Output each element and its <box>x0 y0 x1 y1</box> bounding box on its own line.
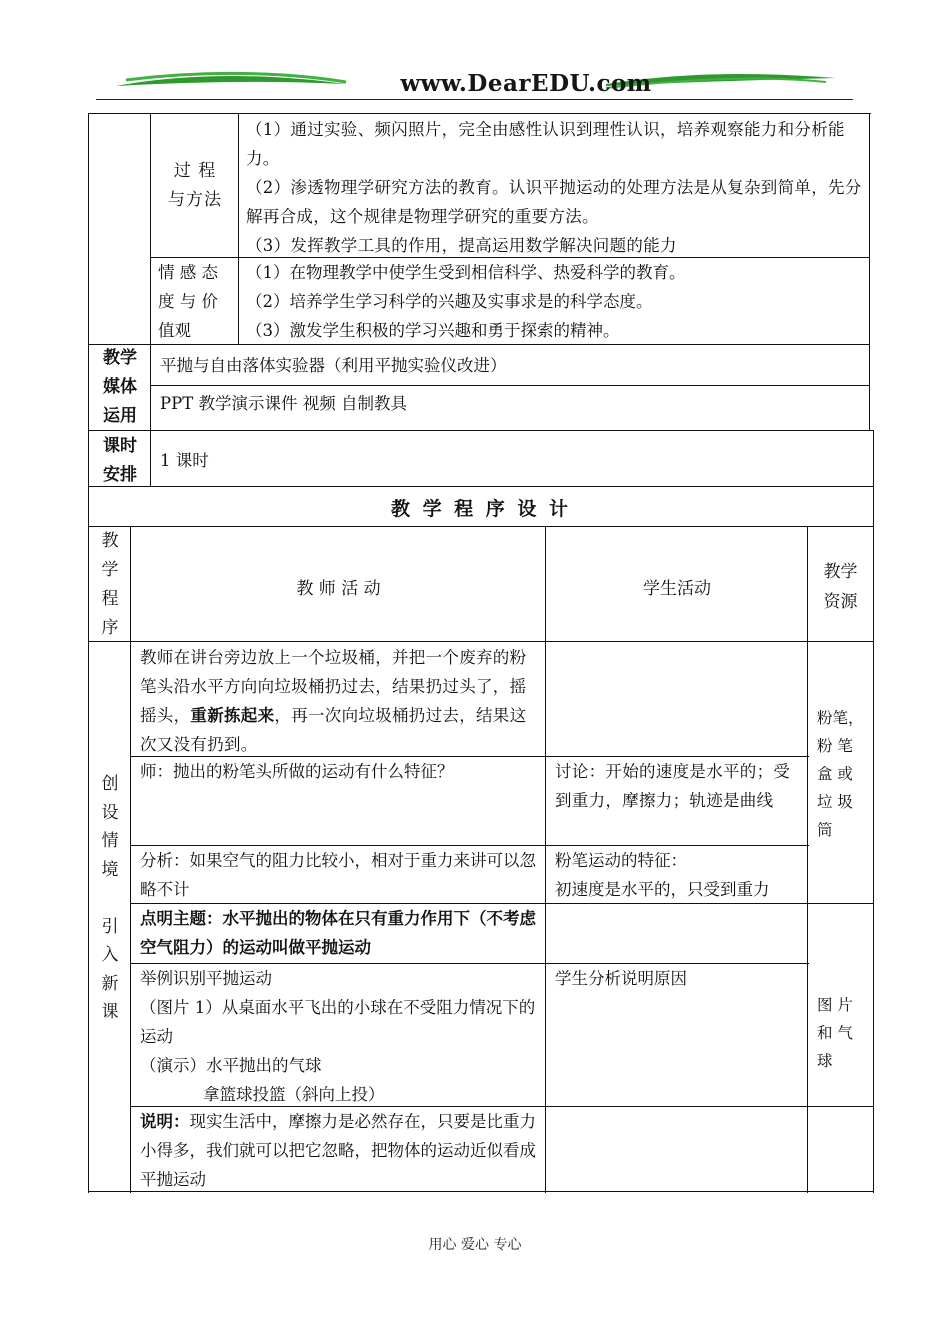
teacher-activity-5: 举例识别平抛运动 （图片 1）从桌面水平飞出的小球在不受阻力情况下的运动 （演示）水平抛出的气球 拿篮球投篮（斜向上投） <box>140 969 536 1104</box>
col-divider <box>238 113 240 345</box>
design-title: 教 学 程 序 设 计 <box>390 498 572 520</box>
resource-1: 粉笔， 粉 笔 盒 或 垃 圾 筒 <box>817 709 864 839</box>
teacher-activity-4: 点明主题：水平抛出的物体在只有重力作用下（不考虑空气阻力）的运动叫做平抛运动 <box>140 909 536 957</box>
schedule-value: 1 课时 <box>160 451 209 470</box>
teacher-activity-1-post: ，再一次向垃圾桶扔过去，结果这次又没有扔到。 <box>140 706 527 754</box>
teacher-activity-3: 分析：如果空气的阻力比较小，相对于重力来讲可以忽略不计 <box>140 851 536 899</box>
objectives-right-border <box>868 113 870 431</box>
row-divider <box>88 486 874 488</box>
col-header-student: 学生活动 <box>643 579 711 599</box>
teacher-activity-6-post: 现实生活中，摩擦力是必然存在，只要是比重力小得多，我们就可以把它忽略，把物体的运动近似看成平抛运动 <box>140 1112 536 1189</box>
resource-2: 图 片 和 气 球 <box>817 996 853 1070</box>
student-activity-3: 粉笔运动的特征： 初速度是水平的，只受到重力 <box>555 851 770 899</box>
student-activity-2: 讨论：开始的速度是水平的；受到重力，摩擦力；轨迹是曲线 <box>555 762 791 810</box>
row-divider <box>88 344 870 346</box>
teacher-activity-1-pre: 教师在讲台旁边放上一个垃圾桶，并把一个废弃的粉笔头沿水平方向向垃圾桶扔过去，结果扔过头了，摇摇头， <box>140 648 527 725</box>
row-divider <box>150 385 870 387</box>
teacher-activity-1 <box>140 643 540 759</box>
emotion-attitude-text: （1）在物理教学中使学生受到相信科学、热爱科学的教育。 （2）培养学生学习科学的兴趣及实事求是的科学态度。 （3）激发学生积极的学习兴趣和勇于探索的精神。 <box>246 263 686 340</box>
site-logo-text: www.DearEDU.com <box>400 70 652 97</box>
process-method-label: 过 程 与方法 <box>168 161 222 210</box>
process-method-text: （1）通过实验、频闪照片，完全由感性认识到理性认识，培养观察能力和分析能力。 （2）渗透物理学研究方法的教育。认识平抛运动的处理方法是从复杂到简单，先分解再合成，这个规律是物理学研究的重要方法。 （3）发挥教学工具的作用，提高运用数学解决问题的能力 <box>246 120 862 255</box>
table-bottom-border <box>88 1191 874 1193</box>
col-header-resource: 教学 资源 <box>823 562 858 612</box>
section-label: 创 设 情 境 引 入 新 课 <box>101 774 119 1022</box>
schedule-label: 课时 安排 <box>103 436 137 485</box>
page-footer: 用心 爱心 专心 <box>428 1237 522 1253</box>
col-divider <box>545 526 547 1193</box>
col-header-teacher: 教 师 活 动 <box>296 579 381 599</box>
emotion-attitude-label: 情 感 态 度 与 价 值观 <box>158 263 218 340</box>
student-activity-5: 学生分析说明原因 <box>555 969 687 988</box>
row-divider <box>88 526 874 528</box>
col-divider <box>807 526 809 1193</box>
row-divider <box>88 430 874 432</box>
teacher-activity-1-bold: 重新拣起来 <box>190 706 275 725</box>
col-header-procedure: 教 学 程 序 <box>101 531 119 638</box>
teacher-activity-6-bold: 说明： <box>140 1112 190 1131</box>
media-line-1: 平抛与自由落体实验器（利用平抛实验仪改进） <box>160 356 507 375</box>
header-rule <box>96 99 853 100</box>
table-outer-left-border <box>88 113 90 1193</box>
col-divider <box>130 526 132 1193</box>
teacher-activity-2: 师：抛出的粉笔头所做的运动有什么特征？ <box>140 762 454 781</box>
col-divider <box>150 344 152 486</box>
col-divider <box>150 113 152 345</box>
schedule-right-border <box>872 430 874 1193</box>
media-line-2: PPT 教学演示课件 视频 自制教具 <box>160 394 407 413</box>
media-label: 教学 媒体 运用 <box>103 348 137 426</box>
teacher-activity-6 <box>140 1107 540 1194</box>
